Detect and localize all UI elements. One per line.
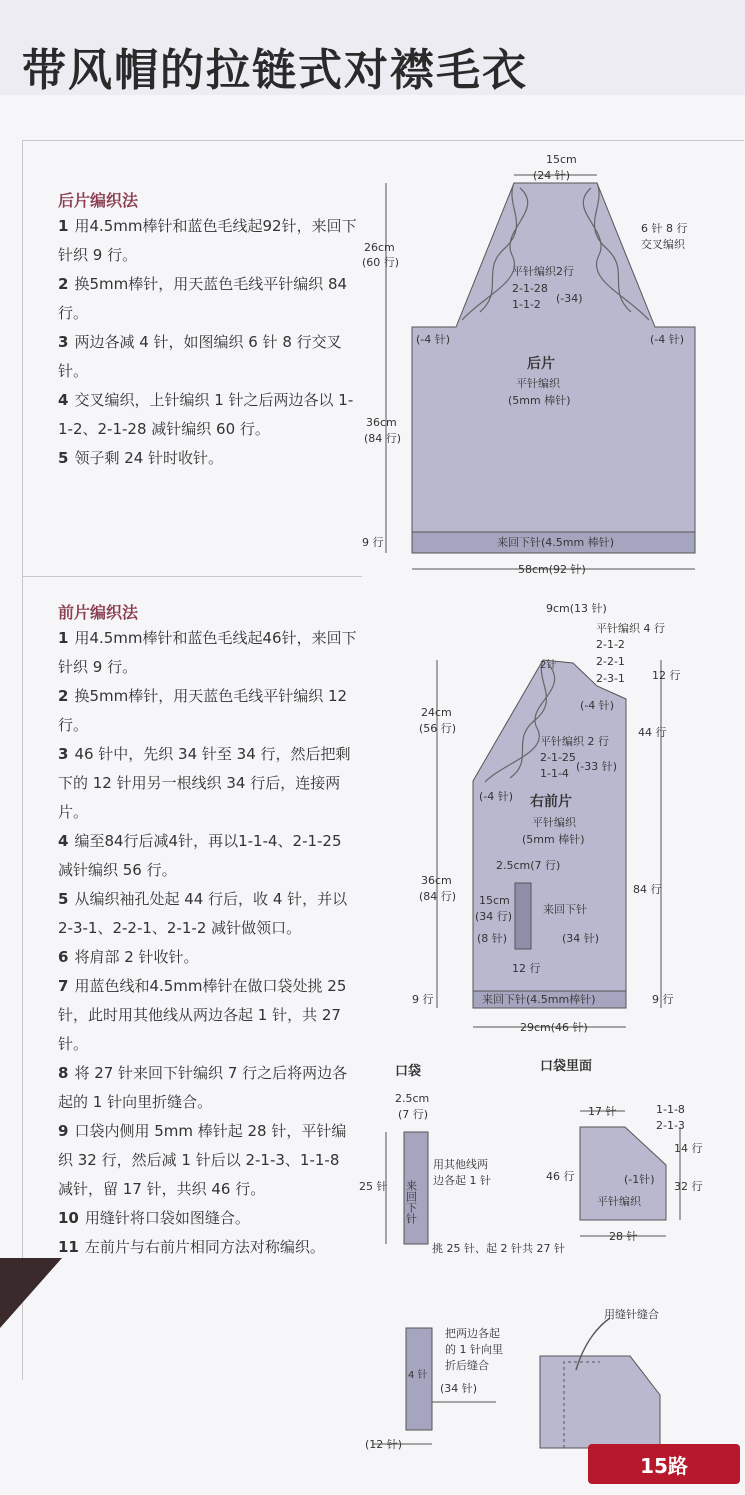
pocket-note-2: 边各起 1 针 (433, 1174, 491, 1187)
front-rib-text: 来回下针(4.5mm棒针) (482, 993, 596, 1006)
pocket-inner-diagram (540, 1058, 703, 1243)
front-step-8: 8 将 27 针来回下针编织 7 行之后将两边各起的 1 针向里折缝合。 (58, 1064, 348, 1111)
front-neck-width: 9cm(13 针) (546, 602, 607, 615)
pocket-pick: 挑 25 针、起 2 针共 27 针 (432, 1242, 565, 1255)
front-neck-minus: (-4 针) (580, 699, 615, 712)
front-pocket-12: 12 行 (512, 962, 541, 975)
back-width: 58cm(92 针) (518, 563, 586, 576)
front-piece-diagram (412, 601, 681, 1034)
back-cross-label: 6 针 8 行 (641, 222, 688, 235)
back-dec-3: 1-1-2 (512, 298, 541, 311)
assembly-sew: 用缝针缝合 (604, 1308, 659, 1321)
back-section-title: 后片编织法 (58, 191, 139, 210)
back-cross-label-2: 交叉编织 (641, 238, 685, 251)
front-pocket-34: (34 针) (562, 932, 600, 945)
back-name: 后片 (527, 356, 555, 372)
back-stitch: 平针编织 (516, 377, 560, 390)
front-dec-1: 平针编织 2 行 (540, 735, 609, 748)
pocket-inner-rows-14: 14 行 (674, 1142, 703, 1155)
front-rib-left: 9 行 (412, 993, 434, 1006)
front-step-9: 9 口袋内侧用 5mm 棒针起 28 针，平针编织 32 行，然后减 1 针后以 2-1-3、1-1-8 减针，留 17 针，共织 46 行。 (58, 1122, 347, 1198)
back-step-3: 3 两边各减 4 针，如图编织 6 针 8 行交叉针。 (58, 333, 342, 380)
back-body-rows: (84 行) (364, 432, 402, 445)
front-step-5: 5 从编织袖孔处起 44 行后，收 4 针，并以 2-3-1、2-2-1、2-1-2 减针做领口。 (58, 890, 348, 937)
front-neck-2: 2-1-2 (596, 638, 625, 651)
front-dec-2: 2-1-25 (540, 751, 576, 764)
back-body-height: 36cm (366, 416, 397, 429)
back-step-5: 5 领子剩 24 针时收针。 (58, 449, 224, 467)
pocket-diagram (359, 1063, 565, 1255)
front-rib-right: 9 行 (652, 993, 674, 1006)
front-neck-stitch: 2针 (540, 660, 557, 671)
front-needle: (5mm 棒针) (522, 833, 585, 846)
front-neck-rows: 12 行 (652, 669, 681, 682)
front-pocket-height: 15cm (479, 894, 510, 907)
back-top-width: 15cm (546, 153, 577, 166)
pocket-height: 25 针 (359, 1180, 388, 1193)
back-raglan-height: 26cm (364, 241, 395, 254)
back-rib-rows: 9 行 (362, 536, 384, 549)
back-dec-2: 2-1-28 (512, 282, 548, 295)
back-minus-left: (-4 针) (416, 333, 451, 346)
pocket-inner-minus: (-1针) (624, 1173, 655, 1186)
pocket-width: 2.5cm (395, 1092, 430, 1105)
front-section-title: 前片编织法 (58, 603, 139, 622)
back-step-2: 2 换5mm棒针，用天蓝色毛线平针编织 84 行。 (58, 275, 348, 322)
pocket-inner-height: 46 行 (546, 1170, 575, 1183)
pocket-inner-rows-32: 32 行 (674, 1180, 703, 1193)
back-dec-1: 平针编织2行 (512, 265, 574, 278)
pocket-inner-text: 来回下针 (404, 1180, 418, 1224)
back-top-stitches: (24 针) (533, 169, 571, 182)
front-neck-4: 2-3-1 (596, 672, 625, 685)
front-step-10: 10 用缝针将口袋如图缝合。 (58, 1209, 250, 1227)
assembly-note-2: 的 1 针向里 (445, 1343, 503, 1356)
site-logo: 15路 (588, 1444, 740, 1484)
back-piece-diagram (362, 153, 695, 576)
pocket-note-1: 用其他线两 (433, 1158, 488, 1171)
back-needle: (5mm 棒针) (508, 394, 571, 407)
pocket-inner-title: 口袋里面 (540, 1059, 593, 1074)
front-neck-1: 平针编织 4 行 (596, 622, 665, 635)
pocket-width-rows: (7 行) (398, 1108, 429, 1121)
front-pocket-8: (8 针) (477, 932, 508, 945)
front-step-6: 6 将肩部 2 针收针。 (58, 948, 199, 966)
pocket-inner-dec-1: 1-1-8 (656, 1103, 685, 1116)
back-rib-text: 来回下针(4.5mm 棒针) (497, 536, 615, 549)
assembly-stitch-12: (12 针) (365, 1438, 403, 1451)
back-step-4: 4 交叉编织，上针编织 1 针之后两边各以 1-1-2、2-1-28 减针编织 60 行。 (58, 391, 354, 438)
front-pocket-stitch: 来回下针 (543, 903, 587, 916)
assembly-diagram (365, 1307, 660, 1451)
front-pocket-rows: (34 行) (475, 910, 513, 923)
front-pocket (515, 883, 531, 949)
front-step-7: 7 用蓝色线和4.5mm棒针在做口袋处挑 25 针，此时用其他线从两边各起 1 针，共 27 针。 (58, 977, 347, 1053)
front-dec-3: 1-1-4 (540, 767, 569, 780)
front-step-4: 4 编至84行后减4针，再以1-1-4、2-1-25 减针编织 56 行。 (58, 832, 342, 879)
front-neck-3: 2-2-1 (596, 655, 625, 668)
front-raglan-rows: (56 行) (419, 722, 457, 735)
front-pocket-width: 2.5cm(7 行) (496, 859, 561, 872)
front-step-3: 3 46 针中，先织 34 针至 34 行，然后把剩下的 12 针用另一根线织 34 行后，连接两片。 (58, 745, 351, 821)
pocket-inner-top: 17 针 (588, 1105, 617, 1118)
front-body-height: 36cm (421, 874, 452, 887)
assembly-inner-shape (540, 1356, 660, 1448)
front-step-2: 2 换5mm棒针，用天蓝色毛线平针编织 12 行。 (58, 687, 348, 734)
front-name: 右前片 (530, 794, 572, 810)
back-minus-right: (-4 针) (650, 333, 685, 346)
front-step-1: 1 用4.5mm棒针和蓝色毛线起46针，来回下针织 9 行。 (58, 629, 357, 676)
front-minus-left: (-4 针) (479, 790, 514, 803)
front-total-rows: 84 行 (633, 883, 662, 896)
page-title: 带风帽的拉链式对襟毛衣 (22, 45, 528, 96)
front-step-11: 11 左前片与右前片相同方法对称编织。 (58, 1238, 325, 1256)
back-step-1: 1 用4.5mm棒针和蓝色毛线起92针，来回下针织 9 行。 (58, 217, 357, 264)
front-width: 29cm(46 针) (520, 1021, 588, 1034)
assembly-note-1: 把两边各起 (445, 1327, 500, 1340)
pocket-title: 口袋 (395, 1064, 422, 1079)
front-raglan-height: 24cm (421, 706, 452, 719)
front-dec-total: (-33 针) (576, 760, 618, 773)
front-stitch: 平针编织 (532, 816, 576, 829)
assembly-stitch-4: 4 针 (408, 1370, 428, 1381)
pocket-inner-stitch: 平针编织 (597, 1195, 641, 1208)
assembly-note-3: 折后缝合 (445, 1359, 489, 1372)
front-body-rows: (84 行) (419, 890, 457, 903)
assembly-stitch-34: (34 针) (440, 1382, 478, 1395)
back-raglan-rows: (60 行) (362, 256, 400, 269)
pocket-inner-bottom: 28 针 (609, 1230, 638, 1243)
front-armhole-rows: 44 行 (638, 726, 667, 739)
pocket-inner-dec-2: 2-1-3 (656, 1119, 685, 1132)
back-dec-total: (-34) (556, 292, 583, 305)
